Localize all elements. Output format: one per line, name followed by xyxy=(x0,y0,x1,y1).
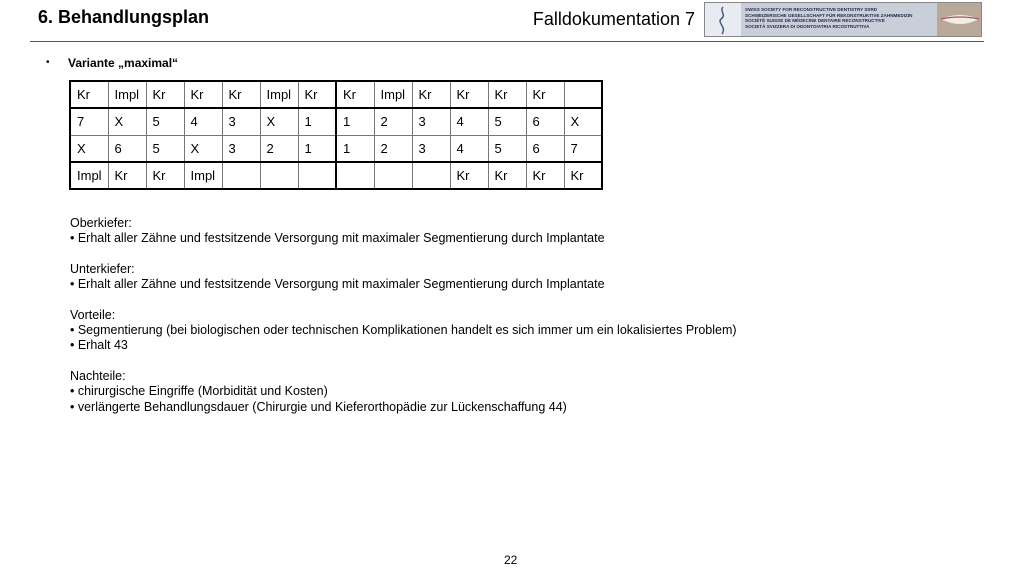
page-title: 6. Behandlungsplan xyxy=(38,7,210,27)
table-cell: 6 xyxy=(108,135,146,162)
case-title: Falldokumentation 7 xyxy=(532,9,695,29)
table-cell: 7 xyxy=(70,108,108,135)
table-row xyxy=(70,162,602,189)
table-cell: Kr xyxy=(450,162,488,189)
table-cell: 2 xyxy=(260,135,298,162)
table-cell: 3 xyxy=(222,135,260,162)
vorteile-item: • Erhalt 43 xyxy=(70,338,128,353)
table-cell: 5 xyxy=(146,108,184,135)
table-cell: 5 xyxy=(488,108,526,135)
treatment-description xyxy=(70,216,737,415)
page-number: 22 xyxy=(504,553,518,567)
table-cell: X xyxy=(260,108,298,135)
unterkiefer-label: Unterkiefer: xyxy=(70,261,135,276)
oberkiefer-item: • Erhalt aller Zähne und festsitzende Versorgung mit maximaler Segmentierung durch Implantate xyxy=(70,231,605,246)
table-cell: 2 xyxy=(374,135,412,162)
table-cell: Kr xyxy=(108,162,146,189)
table-cell: Kr xyxy=(184,81,222,108)
ssrd-logo xyxy=(704,2,982,37)
table-cell: Kr xyxy=(526,81,564,108)
table-cell: Kr xyxy=(146,162,184,189)
table-cell: 7 xyxy=(564,135,602,162)
table-cell xyxy=(564,81,602,108)
table-cell: 1 xyxy=(298,135,336,162)
table-cell: 3 xyxy=(412,108,450,135)
table-cell: Kr xyxy=(450,81,488,108)
table-cell: 1 xyxy=(298,108,336,135)
table-cell xyxy=(298,162,336,189)
nachteile-label: Nachteile: xyxy=(70,368,126,383)
table-cell: X xyxy=(564,108,602,135)
bullet-icon: • xyxy=(46,57,50,68)
oberkiefer-label: Oberkiefer: xyxy=(70,216,132,230)
table-cell: Kr xyxy=(488,81,526,108)
table-row xyxy=(70,135,602,162)
table-cell: 4 xyxy=(450,135,488,162)
table-cell: 4 xyxy=(184,108,222,135)
table-cell: Kr xyxy=(70,81,108,108)
vorteile-item: • Segmentierung (bei biologischen oder technischen Komplikationen handelt es sich immer um ein lokalisiertes Problem) xyxy=(70,323,737,338)
table-cell: 1 xyxy=(336,108,374,135)
table-cell: Kr xyxy=(412,81,450,108)
table-cell: Kr xyxy=(146,81,184,108)
table-cell: Kr xyxy=(526,162,564,189)
table-cell: 1 xyxy=(336,135,374,162)
table-cell: Impl xyxy=(70,162,108,189)
table-row xyxy=(70,108,602,135)
table-cell: 3 xyxy=(412,135,450,162)
table-cell: X xyxy=(70,135,108,162)
dental-chart-table xyxy=(69,80,603,190)
table-cell: Kr xyxy=(336,81,374,108)
table-cell: Kr xyxy=(222,81,260,108)
variant-heading: Variante „maximal“ xyxy=(68,56,179,70)
table-cell: 2 xyxy=(374,108,412,135)
table-cell: Impl xyxy=(108,81,146,108)
table-cell: Impl xyxy=(260,81,298,108)
table-cell: 6 xyxy=(526,108,564,135)
table-cell xyxy=(222,162,260,189)
table-cell: 4 xyxy=(450,108,488,135)
table-row xyxy=(70,81,602,108)
table-cell: Kr xyxy=(488,162,526,189)
table-cell: 5 xyxy=(488,135,526,162)
table-cell xyxy=(374,162,412,189)
vorteile-label: Vorteile: xyxy=(70,307,116,322)
nachteile-item: • chirurgische Eingriffe (Morbidität und Kosten) xyxy=(70,384,328,399)
table-cell: Impl xyxy=(184,162,222,189)
logo-text: SWISS SOCIETY FOR RECONSTRUCTIVE DENTISTRY SSRD SCHWEIZERISCHE GESELLSCHAFT FÜR REKONSTRUKTIVE ZAHNMEDIZIN SOCIÉTÉ SUISSE DE MÉDECINE DENTAIRE RECONSTRUCTIVE SOCIETÀ SVIZZERA DI ODONTOIATRIA RICOSTRUTTIVA xyxy=(745,7,913,29)
table-cell: 3 xyxy=(222,108,260,135)
header-divider xyxy=(30,41,984,42)
table-cell: 6 xyxy=(526,135,564,162)
unterkiefer-item: • Erhalt aller Zähne und festsitzende Versorgung mit maximaler Segmentierung durch Implantate xyxy=(70,277,605,292)
table-cell xyxy=(336,162,374,189)
table-cell: Kr xyxy=(564,162,602,189)
table-cell xyxy=(260,162,298,189)
table-cell: 5 xyxy=(146,135,184,162)
table-cell: X xyxy=(184,135,222,162)
table-cell: Kr xyxy=(298,81,336,108)
table-cell: X xyxy=(108,108,146,135)
table-cell: Impl xyxy=(374,81,412,108)
table-cell xyxy=(412,162,450,189)
nachteile-item: • verlängerte Behandlungsdauer (Chirurgie und Kieferorthopädie zur Lückenschaffung 44) xyxy=(70,399,567,414)
